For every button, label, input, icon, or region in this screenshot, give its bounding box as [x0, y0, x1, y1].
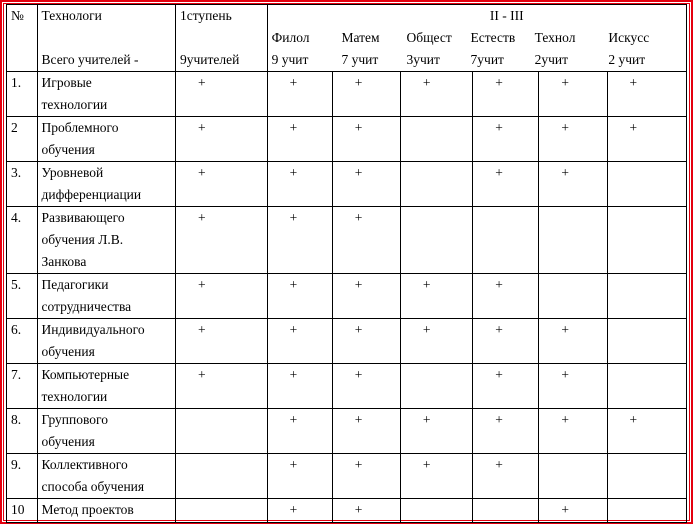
- plus-mark: +: [422, 277, 431, 292]
- header-tech: Технологи Всего учителей -: [37, 5, 175, 72]
- plus-mark: +: [561, 367, 569, 382]
- plus-mark: +: [495, 367, 503, 382]
- subject-obsch: Общест 3учит: [406, 30, 452, 67]
- subject-matem: Матем 7 учит: [341, 30, 380, 67]
- mark-cell: [267, 409, 332, 454]
- plus-mark: +: [354, 457, 363, 472]
- plus-mark: +: [197, 277, 206, 292]
- mark-cell: [332, 117, 400, 162]
- subject-estestv: Естеств 7учит: [470, 30, 516, 67]
- mark-cell: [400, 207, 472, 274]
- plus-mark: +: [197, 165, 206, 180]
- mark-cell: [332, 319, 400, 364]
- plus-mark: +: [197, 210, 206, 225]
- mark-cell: [175, 409, 267, 454]
- mark-cell: [473, 117, 539, 162]
- table-row: [7, 117, 687, 162]
- mark-cell: [267, 274, 332, 319]
- row-number: 8.: [7, 409, 38, 454]
- plus-mark: +: [495, 457, 503, 472]
- mark-cell: [267, 499, 332, 523]
- mark-cell: [175, 207, 267, 274]
- mark-cell: [473, 72, 539, 117]
- plus-mark: +: [289, 75, 298, 90]
- mark-cell: [400, 364, 472, 409]
- mark-cell: [539, 319, 607, 364]
- technologies-table: [6, 4, 687, 523]
- mark-cell: [539, 274, 607, 319]
- plus-mark: +: [354, 412, 363, 427]
- row-number: 3.: [7, 162, 38, 207]
- plus-mark: +: [629, 120, 638, 135]
- subject-iskuss: Искусс 2 учит: [608, 30, 650, 67]
- plus-mark: +: [354, 75, 363, 90]
- mark-cell: [607, 274, 686, 319]
- row-number: 9.: [7, 454, 38, 499]
- mark-cell: [332, 409, 400, 454]
- plus-mark: +: [561, 412, 569, 427]
- plus-mark: +: [495, 277, 503, 292]
- mark-cell: [400, 409, 472, 454]
- mark-cell: [539, 162, 607, 207]
- row-number: 5.: [7, 274, 38, 319]
- mark-cell: [400, 162, 472, 207]
- plus-mark: +: [354, 367, 363, 382]
- mark-cell: [607, 499, 686, 523]
- plus-mark: +: [197, 120, 206, 135]
- plus-mark: +: [561, 502, 569, 517]
- mark-cell: [175, 499, 267, 523]
- plus-mark: +: [354, 120, 363, 135]
- plus-mark: +: [354, 322, 363, 337]
- mark-cell: [607, 207, 686, 274]
- mark-cell: [473, 319, 539, 364]
- mark-cell: [267, 162, 332, 207]
- mark-cell: [473, 207, 539, 274]
- mark-cell: [332, 207, 400, 274]
- mark-cell: [332, 454, 400, 499]
- mark-cell: [539, 499, 607, 523]
- plus-mark: +: [495, 165, 503, 180]
- mark-cell: [267, 117, 332, 162]
- mark-cell: [473, 454, 539, 499]
- technology-name: Развивающего обучения Л.В. Занкова: [37, 207, 175, 274]
- plus-mark: +: [561, 165, 569, 180]
- header-num: №: [7, 5, 38, 72]
- technology-name: Проблемного обучения: [37, 117, 175, 162]
- mark-cell: [175, 117, 267, 162]
- mark-cell: [473, 364, 539, 409]
- plus-mark: +: [354, 502, 363, 517]
- table-row: [7, 319, 687, 364]
- mark-cell: [400, 117, 472, 162]
- mark-cell: [607, 319, 686, 364]
- mark-cell: [400, 274, 472, 319]
- mark-cell: [473, 499, 539, 523]
- mark-cell: [473, 409, 539, 454]
- plus-mark: +: [289, 457, 298, 472]
- mark-cell: [539, 364, 607, 409]
- row-number: 2: [7, 117, 38, 162]
- table-row: [7, 499, 687, 523]
- mark-cell: [267, 72, 332, 117]
- plus-mark: +: [354, 210, 363, 225]
- technology-name: Компьютерные технологии: [37, 364, 175, 409]
- header-level1: 1ступень 9учителей: [175, 5, 267, 72]
- plus-mark: +: [422, 75, 431, 90]
- mark-cell: [267, 364, 332, 409]
- mark-cell: [539, 72, 607, 117]
- mark-cell: [607, 117, 686, 162]
- row-number: 10: [7, 499, 38, 523]
- mark-cell: [332, 364, 400, 409]
- mark-cell: [539, 409, 607, 454]
- mark-cell: [400, 454, 472, 499]
- plus-mark: +: [289, 120, 298, 135]
- plus-mark: +: [561, 322, 569, 337]
- plus-mark: +: [354, 277, 363, 292]
- technology-name: Метод проектов: [37, 499, 175, 523]
- mark-cell: [539, 117, 607, 162]
- mark-cell: [400, 319, 472, 364]
- table-row: [7, 207, 687, 274]
- technology-name: Игровые технологии: [37, 72, 175, 117]
- row-number: 4.: [7, 207, 38, 274]
- mark-cell: [267, 454, 332, 499]
- plus-mark: +: [495, 120, 503, 135]
- mark-cell: [175, 72, 267, 117]
- plus-mark: +: [495, 75, 503, 90]
- plus-mark: +: [289, 277, 298, 292]
- subject-tehnol: Технол 2учит: [534, 30, 576, 67]
- plus-mark: +: [629, 412, 638, 427]
- mark-cell: [175, 454, 267, 499]
- mark-cell: [400, 72, 472, 117]
- row-number: 7.: [7, 364, 38, 409]
- mark-cell: [175, 274, 267, 319]
- mark-cell: [539, 454, 607, 499]
- technology-name: Педагогики сотрудничества: [37, 274, 175, 319]
- technology-name: Группового обучения: [37, 409, 175, 454]
- plus-mark: +: [197, 322, 206, 337]
- table-row: [7, 364, 687, 409]
- plus-mark: +: [289, 322, 298, 337]
- row-number: 1.: [7, 72, 38, 117]
- table-row: [7, 274, 687, 319]
- plus-mark: +: [422, 322, 431, 337]
- mark-cell: [267, 207, 332, 274]
- table-row: [7, 162, 687, 207]
- plus-mark: +: [289, 210, 298, 225]
- plus-mark: +: [422, 412, 431, 427]
- subject-filol: Филол 9 учит: [271, 30, 310, 67]
- mark-cell: [607, 364, 686, 409]
- row-number: 6.: [7, 319, 38, 364]
- mark-cell: [607, 454, 686, 499]
- mark-cell: [473, 274, 539, 319]
- plus-mark: +: [289, 165, 298, 180]
- plus-mark: +: [197, 367, 206, 382]
- mark-cell: [607, 409, 686, 454]
- mark-cell: [332, 162, 400, 207]
- mark-cell: [267, 319, 332, 364]
- plus-mark: +: [422, 457, 431, 472]
- plus-mark: +: [354, 165, 363, 180]
- plus-mark: +: [495, 322, 503, 337]
- plus-mark: +: [289, 412, 298, 427]
- mark-cell: [332, 72, 400, 117]
- header-level2: II - III Филол 9 учит Матем 7 учит Общест 3учит Естеств 7учит Технол 2учит Искусс 2 учит: [267, 5, 686, 72]
- mark-cell: [607, 162, 686, 207]
- mark-cell: [175, 364, 267, 409]
- technology-name: Коллективного способа обучения: [37, 454, 175, 499]
- mark-cell: [332, 499, 400, 523]
- plus-mark: +: [289, 367, 298, 382]
- technology-name: Уровневой дифференциации: [37, 162, 175, 207]
- mark-cell: [473, 162, 539, 207]
- plus-mark: +: [561, 75, 569, 90]
- mark-cell: [400, 499, 472, 523]
- mark-cell: [175, 319, 267, 364]
- plus-mark: +: [197, 75, 206, 90]
- table-row: [7, 72, 687, 117]
- mark-cell: [332, 274, 400, 319]
- mark-cell: [607, 72, 686, 117]
- plus-mark: +: [629, 75, 638, 90]
- plus-mark: +: [289, 502, 298, 517]
- plus-mark: +: [561, 120, 569, 135]
- technology-name: Индивидуального обучения: [37, 319, 175, 364]
- table-row: [7, 454, 687, 499]
- mark-cell: [175, 162, 267, 207]
- table-row: [7, 409, 687, 454]
- plus-mark: +: [495, 412, 503, 427]
- mark-cell: [539, 207, 607, 274]
- header-row: [7, 5, 687, 72]
